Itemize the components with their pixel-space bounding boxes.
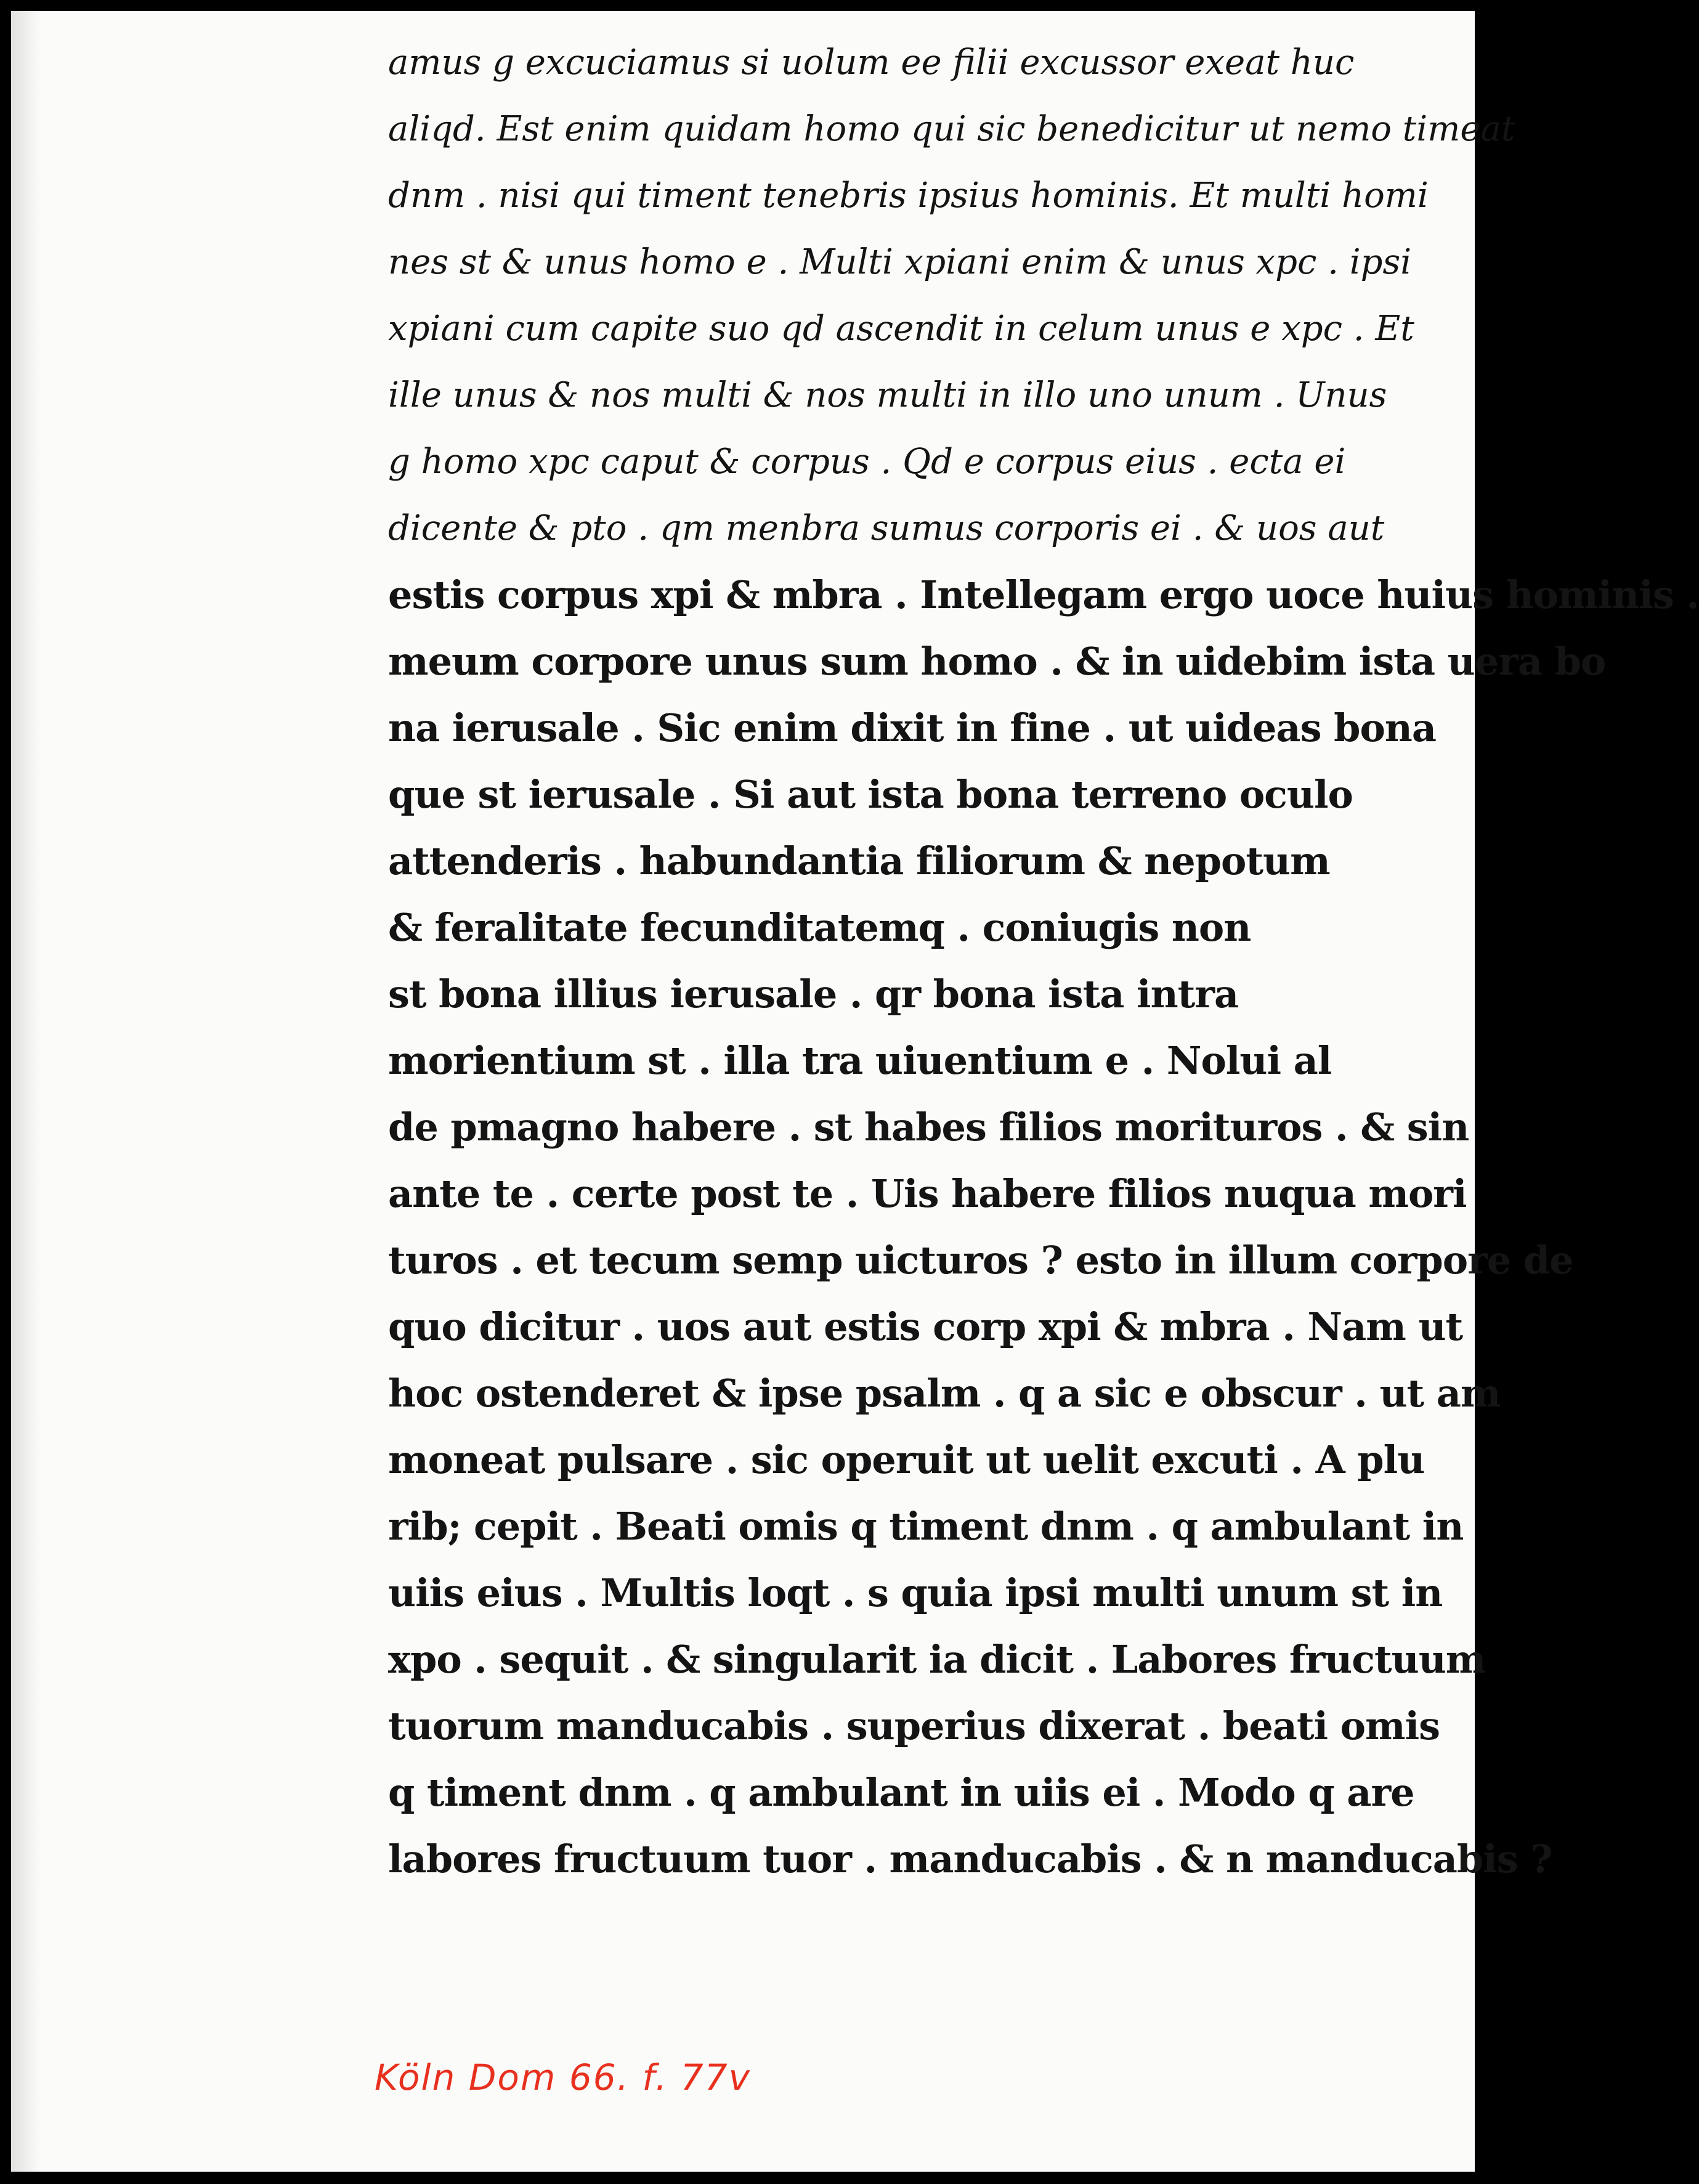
manuscript-line: hoc ostenderet & ipse psalm . q a sic e obscur . ut am [388, 1371, 1501, 1416]
manuscript-line: na ierusale . Sic enim dixit in fine . ut uideas bona [388, 705, 1437, 750]
manuscript-line: ille unus & nos multi & nos multi in illo uno unum . Unus [388, 375, 1387, 415]
manuscript-line: nes st & unus homo e . Multi xpiani enim & unus xpc . ipsi [388, 242, 1412, 282]
manuscript-line: aliqd. Est enim quidam homo qui sic benedicitur ut nemo timeat [388, 109, 1515, 149]
manuscript-line: quo dicitur . uos aut estis corp xpi & mbra . Nam ut [388, 1304, 1463, 1349]
manuscript-line: xpo . sequit . & singularit ia dicit . Labores fructuum [388, 1637, 1486, 1682]
manuscript-line: rib; cepit . Beati omis q timent dnm . q ambulant in [388, 1504, 1464, 1549]
manuscript-line: turos . et tecum semp uicturos ? esto in illum corpore de [388, 1238, 1573, 1283]
manuscript-line: dicente & pto . qm menbra sumus corporis ei . & uos aut [388, 508, 1385, 548]
manuscript-line: attenderis . habundantia filiorum & nepotum [388, 838, 1330, 883]
manuscript-line: labores fructuum tuor . manducabis . & n manducabis ? [388, 1837, 1552, 1882]
manuscript-line: moneat pulsare . sic operuit ut uelit excuti . A plu [388, 1437, 1425, 1482]
manuscript-text-block [388, 30, 1699, 1893]
manuscript-line: g homo xpc caput & corpus . Qd e corpus eius . ecta ei [388, 442, 1346, 482]
shelfmark-annotation: Köln Dom 66. f. 77v [375, 2056, 751, 2098]
manuscript-line: st bona illius ierusale . qr bona ista intra [388, 972, 1239, 1017]
manuscript-line: que st ierusale . Si aut ista bona terreno oculo [388, 772, 1353, 817]
manuscript-line: q timent dnm . q ambulant in uiis ei . Modo q are [388, 1770, 1414, 1815]
manuscript-line: tuorum manducabis . superius dixerat . beati omis [388, 1703, 1440, 1748]
manuscript-line: estis corpus xpi & mbra . Intellegam ergo uoce huius hominis . [388, 572, 1699, 617]
manuscript-line: amus g excuciamus si uolum ee filii excussor exeat huc [388, 43, 1355, 83]
manuscript-line: dnm . nisi qui timent tenebris ipsius hominis. Et multi homi [388, 176, 1429, 216]
manuscript-page [11, 11, 1699, 2172]
manuscript-line: meum corpore unus sum homo . & in uidebim ista uera bo [388, 639, 1606, 684]
manuscript-line: xpiani cum capite suo qd ascendit in celum unus e xpc . Et [388, 309, 1414, 349]
manuscript-line: & feralitate fecunditatemq . coniugis non [388, 905, 1251, 950]
page-gutter-shadow [11, 11, 41, 2172]
manuscript-line: uiis eius . Multis loqt . s quia ipsi multi unum st in [388, 1570, 1443, 1615]
manuscript-line: de pmagno habere . st habes filios morituros . & sin [388, 1105, 1469, 1150]
manuscript-line: ante te . certe post te . Uis habere filios nuqua mori [388, 1171, 1467, 1216]
manuscript-line: morientium st . illa tra uiuentium e . Nolui al [388, 1038, 1332, 1083]
